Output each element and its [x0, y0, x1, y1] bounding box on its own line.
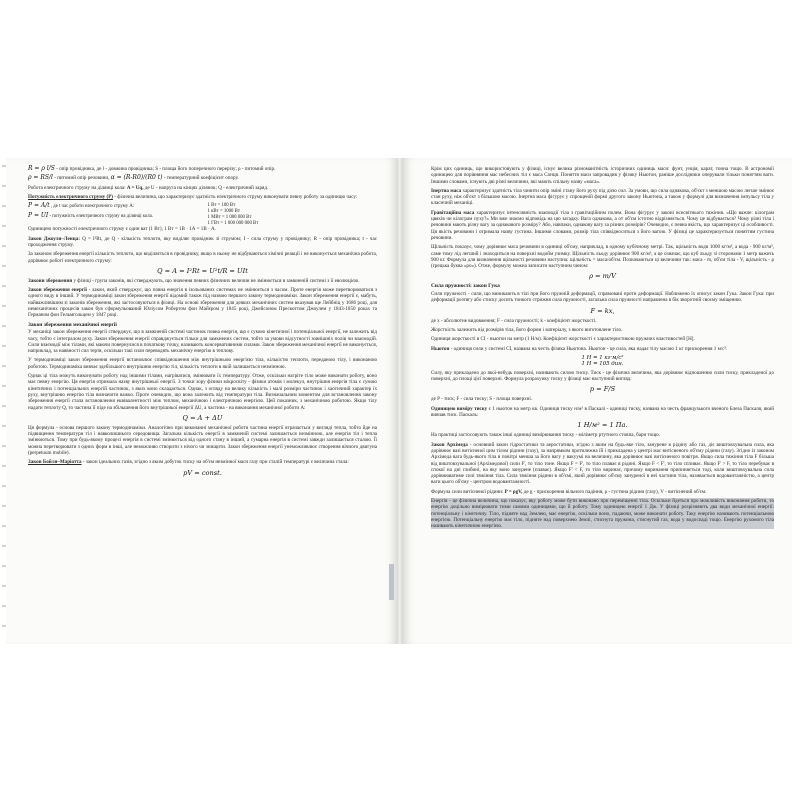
buoyancy-text: Формула сили витісненої рідини: [431, 488, 504, 495]
power-text: - фізична величина, що характеризує здатність електричного струму виконувати певну роботу за одиницю часу: [114, 193, 358, 200]
pressure-formula: p = F/S [589, 385, 616, 394]
conservation-paragraph [28, 278, 377, 284]
archimedes-paragraph [431, 442, 774, 486]
grav-mass-heading: Гравітаційна маса [431, 209, 475, 216]
joule-lenz-text: Q = I²Rt, де Q - кількість теплоти, яку виділяє провідник зі струмом; I - сила струму у провіднику; R - опір провідника; t - час проходження струму. [28, 235, 378, 248]
boyle-paragraph [28, 459, 377, 465]
hooke-text-3: Жорсткість залежить від розмірів тіла, його форми і матеріалу, з якого виготовлене тіло. [431, 326, 623, 333]
power-unit: 1 кВт = 1000 Вт [207, 208, 240, 214]
power-heading: Потужність електричного струму (P) [28, 193, 114, 200]
inertial-mass-paragraph [431, 188, 774, 207]
boyle-formula: pV = const. [183, 468, 222, 477]
power-formulas-block [28, 203, 377, 226]
left-page [6, 158, 397, 644]
right-page [403, 158, 792, 644]
inertial-mass-text: характеризує здатність тіла чинити опір зміні стану його руху під дією сил. За умови, що сила однакова, об'єкт з меншою масою легше змінює стан руху, ніж об'єкт з більшою масою. Інертна маса фігурує у спрощеній формі другого закону Ньютона, а також у формулі для визначення імпульсу тіла у класичній механіці. [431, 187, 774, 207]
conservation-text: у фізиці - група законів, які стверджують, що значення певних фізичних величин не змінюється в замкненій системі з її еволюцією. [73, 277, 360, 284]
hooke-text-2: де x - абсолютне видовження; F - сила пружності; k - коефіцієнт жорсткості. [431, 317, 597, 324]
mech-energy-heading: Закон збереження механічної енергії [28, 321, 117, 328]
resistance-formula: R = ρ l/S [28, 165, 55, 172]
hooke-formula: F = kx, [590, 306, 615, 315]
mech-energy-text: У механіці закон збереження енергії стверджує, що в замкненій системі частинок повна енергія, що є сумою кінетичної і потенціальної енергії, не залежить від часу, тобто є інтегралом руху. Закон збереження енергії справджується тільки для замкнених систем, тобто за умови відсутності зовнішніх полів чи взаємодій. Сили взаємодії між тілами, які маючи повернулися в початкову точку, називають консервативними силами. Закон збереження механічної енергії не виконується, наприклад, за наявності сил тертя, оскільки такі сили переводять механічну енергію в теплову. [28, 329, 377, 355]
power-unit: 1 ГВт = 1 000 000 000 Вт [207, 220, 259, 226]
right-page-content [431, 166, 774, 636]
buoyancy-formula: P = ρgV, [504, 488, 523, 495]
density-formula: ρ = m/V [589, 272, 616, 281]
grav-mass-paragraph [431, 210, 774, 241]
hooke-heading: Сила пружності: закон Гука [431, 283, 500, 290]
power-unit: 1 Вт = 100 Вт [207, 203, 236, 209]
energy-conservation-text: - закон, який стверджує, що повна енергія в ізольованих системах не змінюється з часом. Проте енергія може перетворюватися з одного виду в інший. У термодинаміці закон збереження енергії відомий також під назвою першого закону термодинаміки. Закон збереження енергії є, мабуть, найважливішим зі законів збереження, які застосовуються в фізиці. На основі збереження для деяких механічних систем вказував ще Лейбніц у 1686 році, для немеханічних процесів закон був сформульований Юліусом Робертом фон Майєром у 1845 році, Джейсоном Прескоттом Джоулем у 1843-1850 роках та Германом фон Гельмгольцем у 1847 році. [28, 287, 377, 319]
resistance-line [28, 166, 377, 172]
conservation-heading: Закони збереження [28, 277, 73, 284]
power-unit-text: Одиницею потужності електричного струму є один ват (1 Вт), 1 Вт = 1В · 1А = 1В · А. [28, 226, 216, 233]
newton-paragraph [431, 346, 774, 352]
page-edge-marker [389, 564, 394, 600]
energy-conservation-heading: Закон збереження енергії [28, 287, 87, 294]
buoyancy-text-2: де g - прискорення вільного падіння, ρ - густина рідини (газу), V - витіснений об'єм. [523, 488, 707, 495]
power-formula-note: , де t час роботи електричного струму А: [50, 204, 135, 210]
pressure-text: Силу, яку прикладено до якої-небудь поверхні, називають силою тиску. Тиск - це фізична величина, яка дорівнює відношенню сили тиску, прикладеної до поверхні, до площі цієї поверхні. Формула розрахунку тиску у фізиці має наступний вигляд: [431, 369, 774, 383]
archimedes-heading: Закон Архімеда [431, 441, 468, 448]
pascal-formula: 1 Н/м² = 1 Па. [577, 421, 628, 430]
energy-text: Енергія - це фізична величина, що показує, яку роботу може бути виконано при переміщенні тіла. Оскільки йдеться про можливість виконання роботи, то енергію доцільно вимірювати тими самими одиницями, що й роботу. Тому одиницею енергії 1 Дж. У фізиці розрізняють два види механічної енергії: потенціальну і кінетичну. Тіло, підняте над Землею, має енергію, оскільки воно, падаючи, може виконати роботу. Таку енергію називають потенціальною енергією. Потенціальну енергію має тіло, підняте над поверхнею Землі, стиснута пружина, стиснутий газ, вода у водоспаді тощо. Енергію рухомого тіла називають кінетичною енергією. [431, 497, 774, 530]
newton-formula-2: 1 Н = 105 дин. [581, 360, 624, 367]
power-units-list [208, 203, 378, 226]
pressure-text-4: На практиці застосовують також інші одиниці вимірювання тиску - міліметр ртутного стовпа, бари тощо. [431, 432, 660, 439]
joule-lenz-formula: Q = A = I²Rt = U²t/R = UIt [157, 266, 248, 275]
work-text-2: де U - напруга на кінцях ділянок; Q - електричний заряд. [144, 184, 269, 191]
boyle-heading: Закон Бойля–Маріотта [28, 459, 82, 466]
pressure-unit-heading: Одиницею виміру тиску [431, 405, 488, 412]
mass-intro-text: Крім цих одиниць, що використовують у фізиці, існує велика різноманітність історичних одиниць маси: фунт, унція, карат, тонна тощо. В астрономії одиницею для порівняння мас небесних тіл є маса Сонця. Поняття маси запровадив у фізику Ньютон, раніше дослідники оперували тільки поняттям ваги. Іншими словами, існують дві різні величини, які мають спільну назву «маса». [431, 166, 774, 185]
pressure-unit-paragraph [431, 406, 774, 419]
power-formula-2: P = UI [28, 211, 49, 219]
joule-lenz-heading: Закон Джоуля–Ленца: [28, 235, 80, 242]
grav-mass-text: характеризує інтенсивність взаємодії тіла з гравітаційним полем. Вона фігурує у законі всесвітнього тяжіння. «Що важче: кілограм цвяхів чи кілограм пуху?» Ми вже знаємо відповідь на цю загадку. Вага однакова, а от об'єм істотно відрізняється. Чому це відбувається? Чому різні тіла і речовини мають різну вагу за однакового розміру? Або, навпаки, однакову вагу за різних розмірів? Очевидно, є певна якість, що характеризує ці особливості. Ця якість речовини і отримала назву густина. Іншими словами, розмір тіла співвідноситься з його вагою. У фізиці це характеризується поняттям густина речовини. [431, 209, 774, 241]
newton-heading: Ньютон [431, 345, 450, 352]
temp-coeff-text: - температурний коефіцієнт опору. [163, 175, 239, 182]
density-text: Щільність показує, чому дорівнює маса речовини в одиниці об'єму, наприклад, в одному кубічному метрі. Так, щільність води 1000 кг/м³, а вода - 900 кг/м³, саме тому лід легший і знаходиться на поверхні водойм узимку. Щільність льоду дорівнює 900 кг/м³, а це означає, що куб льоду зі сторонами 1 метр важить 900 кг. Формула для визначення щільності речовини наступна: щільність = маса/об'єм. Позначаються ці величини так: маса - m, об'єм тіла - V, щільність - ρ (грецька буква «ро»). Отже, формулу можна записати наступним чином: [431, 244, 774, 270]
newton-formula: 1 Н = 1 кг·м/с² [581, 354, 624, 361]
archimedes-text: - основний закон гідростатики та аеростатики, згідно з яким на будь-яке тіло, занурене в рідину або газ, діє виштовхувальна сила, яка дорівнює вазі витісненої цим тілом рідини (газу), за напрямком протилежна їй і прикладена у центрі мас витісненого об'єму рідини (газу). Згідно із законом Архімеда вага будь-якого тіла в повітрі менша за його вагу у вакуумі на величину, яка дорівнює вазі витісненого повітря. Якщо сила тяжіння тіла F більша від виштовхувальної (Архімедової) сили F', то тіло тоне. Якщо F = F', то тіло плаває в рідині. Якщо F < F', то тіло спливає. Якщо F' > F, то тіло перебуває в спокої на дні глибині, на яку воно занурене (плаває). Якщо F' < F, то тіло виринає, причому виринання припиняється тоді, коли виштовхувальна сила дорівнюватиме силі тяжіння тіла. Сила тяжіння рідини в об'ємі, який дорівнює об'єму зануреної в неї частини тіла, називається водовантажністю, а центр ваги цього об'єму - центром водовантажності. [431, 441, 774, 486]
pressure-unit-text: є 1 ньютон на метр кв. Одиниця тиску н/м² в Паскалі - одиниці тиску, названа на честь французького вченого Блеза Паскаля, який вивчав тиск. Паскаль: [431, 405, 774, 419]
temp-coeff-formula: α = (R-R0)/(R0 t) [110, 174, 163, 182]
hooke-text: Сили пружності - сили, що виникають в тілі при його пружній деформації, спрямовані проти деформації. Наближено їх описує закон Гука. Закон Гука: при деформації розтягу або стиску досить тонкого стрижня сила пружності, загальна сила пружності направлена в бік зворотній своєму зміщенню. [431, 291, 774, 304]
joule-lenz-text-2: За законом збереження енергії кількість теплоти, що виділяється в провіднику, якщо в ньому не відбуваються хімічні реакції і не виконується механічна робота, дорівнює роботі електричного струму: [28, 251, 377, 264]
first-law-formula: Q = A + ΔU [182, 413, 223, 422]
joule-lenz-paragraph [28, 236, 377, 249]
power-formula2-line [28, 213, 198, 220]
work-line [28, 185, 377, 191]
boyle-text: - закон ідеальних газів, згідно з яким добуток тиску на об'єм незмінної маси газу при сталій температурі є величина стала: [82, 459, 349, 466]
work-formula: A = Uq, [126, 184, 144, 191]
work-text: Робота електричного струму на ділянці кола: [28, 184, 126, 191]
energy-conservation-paragraph [28, 287, 377, 318]
power-formula: P = A/t [28, 202, 50, 210]
power-unit: 1 МВт = 1 000 000 Вт [207, 214, 252, 220]
buoyancy-line [431, 489, 774, 495]
resistivity-formula: ρ = RS/l [28, 174, 53, 182]
internal-energy-text: Однак ці тіла можуть виконувати роботу над іншими тілами, нагріватися, змінювати їх температуру. Отже, оскільки нагріте тіло може виконати роботу, воно має певну енергію. Ця енергія отримала назву внутрішньої енергії. З точки зору фізики мікросвіту - фізики атомів і молекул, внутрішня енергія тіла є сумою кінетичних і потенціальних енергій частинок, з яких воно складається. Однак, з огляду на велику кількість і малі розміри частинок і хаотичний характер їх руху, внутрішню енергію тіла визначити важко. Проте очевидно, що вона залежить від температури тіла. Визначальним моментом для встановлення закону збереження енергії стала встановлення еквівалентності між теплом, механічною і електричною енергією. Цей показник, з механічною роботою. Якщо тілу надати теплоту Q, то частина її піде на збільшення його внутрішньої енергії ΔU, а частина - на виконання механічної роботи A: [28, 373, 377, 411]
pressure-text-2: де P - тиск; F - сила тиску; S - площа поверхні. [431, 396, 533, 403]
closing-text: Ця формула - основа першого закону термодинаміки. Аналогічно при виконанні механічної роботи частина енергії втрачається у вигляді тепла, тобто йде на підвищення температури тіл і навколишнього середовища. Загальна кількість енергії в замкненій системі залишається незмінною, але енергія тіл і тепла змінюються. Тому при будь-якому процесі енергія в системі змінюється від одного стану в інший, а сумарна енергія в системі завжди залишається сталою. Її можна перетворювати з одних форм в інші, але неможливо створити з нічого чи знищити. Закон збереження енергії унеможливлює створення вічного двигуна (perpetuum mobile). [28, 424, 377, 456]
power-paragraph [28, 194, 377, 200]
resistance-text: - опір провідника, де l - довжина провідника; S - площа його поперечного перерізу; ρ - питомий опір. [56, 166, 276, 172]
hooke-text-4: Одиниця жорсткості в СІ - ньютон на метр (1 Н/м). Коефіцієнт жорсткості є характеристикою пружних властивостей [Н]. [431, 336, 695, 343]
resistivity-text: - питомий опір речовини, [54, 175, 110, 182]
thermo-text: У термодинаміці закон збереження енергії встановлює співвідношення між внутрішньою енергією тіла, кількістю теплоти, переданою тілу, і виконаною роботою. Термодинаміка вивчає здебільшого внутрішню енергію тіл, кількість теплоти в якій залишається незмінною. [28, 357, 377, 370]
resistivity-line [28, 175, 377, 181]
power-formula2-note: - потужність електричного струму на ділянці кола. [49, 213, 153, 219]
left-page-content [28, 166, 377, 636]
power-formula-line [28, 203, 198, 210]
newton-text: - одиниця сили у системі СІ, названа на честь фізика Ньютона. Ньютон - це сила, яка надає тілу масою 1 кг прискорення 1 м/с². [450, 345, 728, 352]
inertial-mass-heading: Інертна маса [431, 187, 462, 194]
